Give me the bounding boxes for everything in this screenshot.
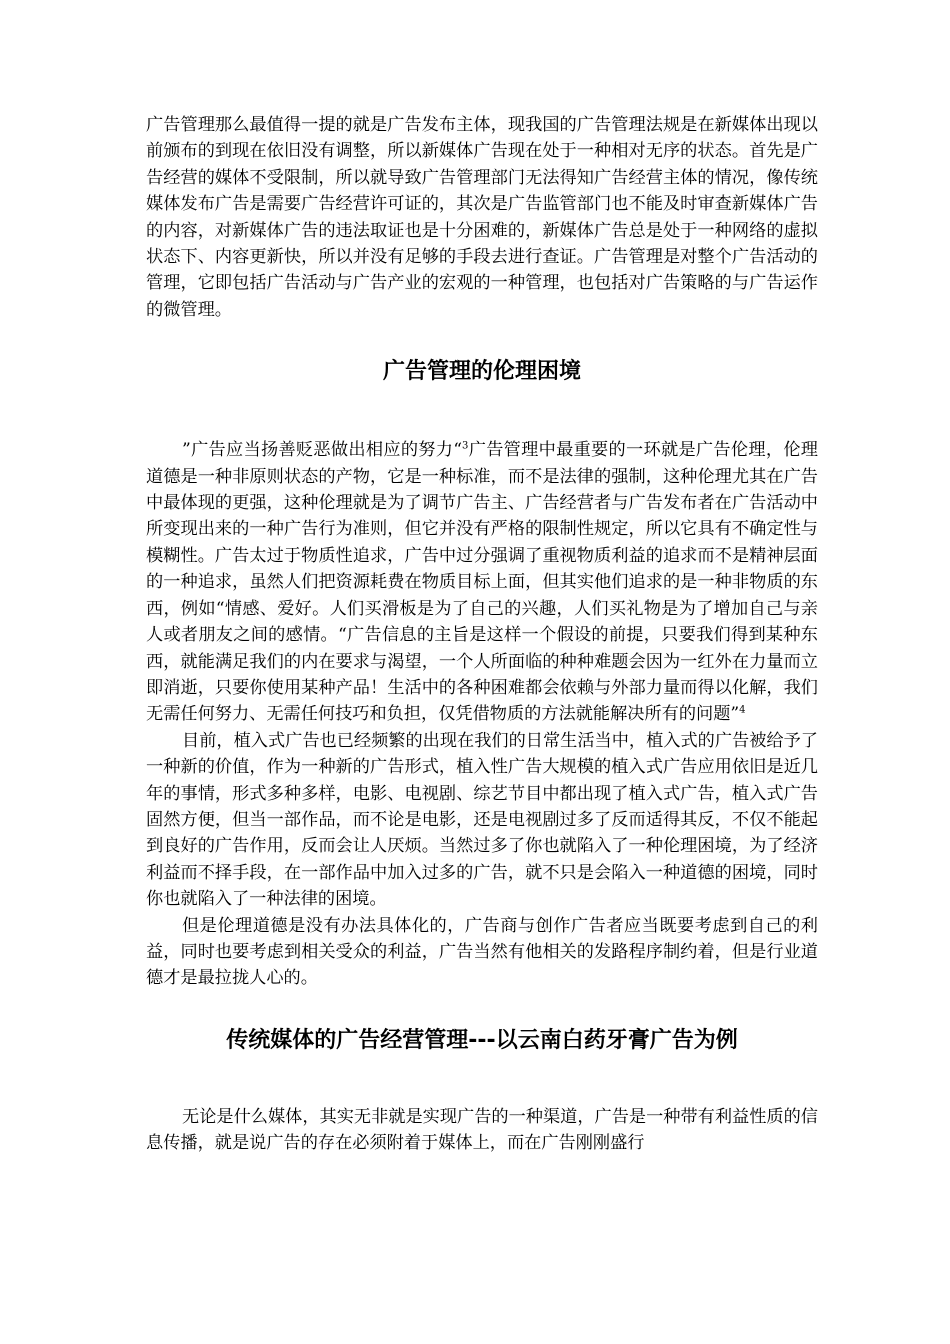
ethics-paragraph-2: 目前，植入式广告也已经频繁的出现在我们的日常生活当中，植入式的广告被给予了一种新的价值，作为一种新的广告形式，植入性广告大规模的植入式广告应用依旧是近几年的事情，形式多种多样，电影、电视剧、综艺节目中都出现了植入式广告，植入式广告固然方便，但当一部作品，而不论是电影，还是电视剧过多了反而适得其反，不仅不能起到良好的广告作用，反而会让人厌烦。当然过多了你也就陷入了一种伦理困境，为了经济利益而不择手段，在一部作品中加入过多的广告，就不只是会陷入一种道德的困境，同时你也就陷入了一种法律的困境。 xyxy=(146,730,818,910)
footnote-ref-3: 3 xyxy=(462,440,469,452)
document-body xyxy=(146,112,818,1157)
traditional-media-paragraph-1: 无论是什么媒体，其实无非就是实现广告的一种渠道，广告是一种带有利益性质的信息传播，就是说广告的存在必须附着于媒体上，而在广告刚刚盛行 xyxy=(146,1106,818,1154)
ethics-paragraph-1-text: 广告管理中最重要的一环就是广告伦理，伦理道德是一种非原则状态的产物，它是一种标准，而不是法律的强制，这种伦理尤其在广告中最体现的更强，这种伦理就是为了调节广告主、广告经营者与广告发布者在广告活动中所变现出来的一种广告行为准则，但它并没有严格的限制性规定，所以它具有不确定性与模糊性。广告太过于物质性追求，广告中过分强调了重视物质利益的追求而不是精神层面的一种追求，虽然人们把资源耗费在物质目标上面，但其实他们追求的是一种非物质的东西，例如“情感、爱好。人们买滑板是为了自己的兴趣，人们买礼物是为了增加自己与亲人或者朋友之间的感情。“广告信息的主旨是这样一个假设的前提，只要我们得到某种东西，就能满足我们的内在要求与渴望，一个人所面临的种种难题会因为一红外在力量而立即消逝，只要你使用某种产品！生活中的各种困难都会依赖与外部力量而得以化解，我们无需任何努力、无需任何技巧和负担，仅凭借物质的方法就能解决所有的问题” xyxy=(146,440,818,725)
footnote-ref-4: 4 xyxy=(739,704,746,716)
ethics-quote: ”广告应当扬善贬恶做出相应的努力“ xyxy=(182,440,463,461)
section-heading-traditional-media: 传统媒体的广告经营管理---以云南白药牙膏广告为例 xyxy=(226,1027,738,1053)
ethics-paragraph-1 xyxy=(146,437,818,727)
section-heading-ethics: 广告管理的伦理困境 xyxy=(382,359,581,385)
intro-paragraph: 广告管理那么最值得一提的就是广告发布主体，现我国的广告管理法规是在新媒体出现以前颁布的到现在依旧没有调整，所以新媒体广告现在处于一种相对无序的状态。首先是广告经营的媒体不受限制，所以就导致广告管理部门无法得知广告经营主体的情况，像传统媒体发布广告是需要广告经营许可证的，其次是广告监管部门也不能及时审查新媒体广告的内容，对新媒体广告的违法取证也是十分困难的，新媒体广告总是处于一种网络的虚拟状态下、内容更新快，所以并没有足够的手段去进行查证。广告管理是对整个广告活动的管理，它即包括广告活动与广告产业的宏观的一种管理，也包括对广告策略的与广告运作的微管理。 xyxy=(146,115,818,320)
ethics-paragraph-3: 但是伦理道德是没有办法具体化的，广告商与创作广告者应当既要考虑到自己的利益，同时也要考虑到相关受众的利益，广告当然有他相关的发路程序制约着，但是行业道德才是最拉拢人心的。 xyxy=(146,915,818,989)
